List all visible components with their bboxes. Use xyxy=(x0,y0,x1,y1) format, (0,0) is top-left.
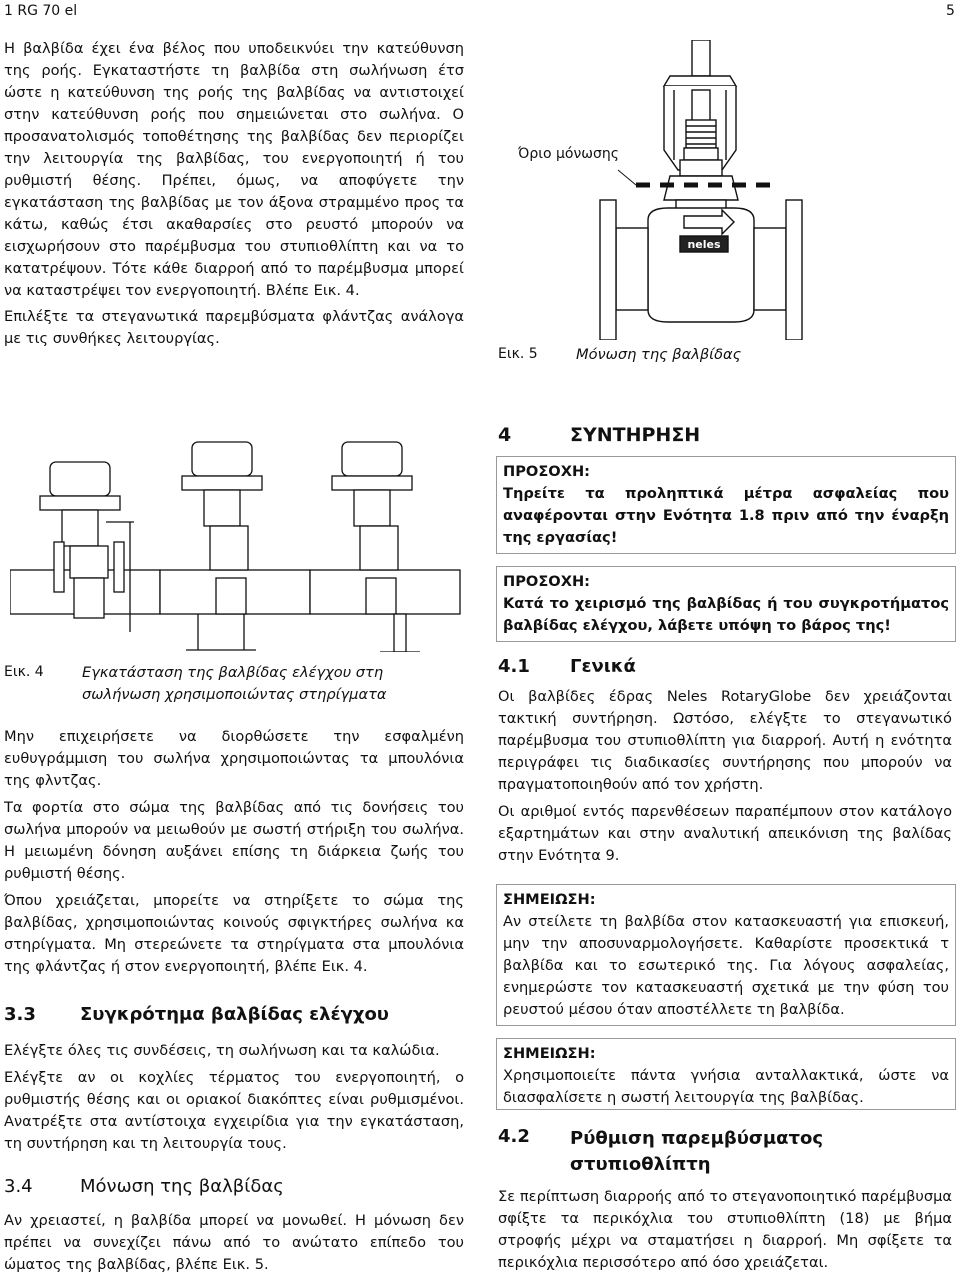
section-4-2-title-line: Ρύθμιση παρεμβύσματος xyxy=(570,1128,824,1149)
section-3-3-title: Συγκρότημα βαλβίδας ελέγχου xyxy=(80,1004,389,1025)
caution-label: ΠΡΟΣΟΧΗ: xyxy=(503,573,590,590)
section-4-number: 4 xyxy=(498,424,512,446)
body-paragraph: Μην επιχειρήσετε να διορθώσετε την εσφαλμένη ευθυγράμμιση του σωλήνα χρησιμοποιώντας τα μπουλόνια της φλντζας. xyxy=(4,728,464,789)
fig5-caption-text: Μόνωση της βαλβίδας xyxy=(576,346,742,363)
insulation-limit-label: Όριο μόνωσης xyxy=(518,146,619,162)
note-text: Αν στείλετε τη βαλβίδα στον κατασκευαστή για επισκευή, μην την αποσυναρμολογήσετε. Καθαρίστε προσεκτικά τ βαλβίδα και το εσωτερικό της. Για λόγους ασφαλείας, ενημερώστε τον κατασκευαστή σχετικά με την φύση του ρευστού μέσου όταν αποστέλλετε τη βαλβίδα. xyxy=(503,913,949,1018)
caution-text: Τηρείτε τα προληπτικά μέτρα ασφαλείας που αναφέρονται στην Ενότητα 1.8 πριν από την έναρξη της εργασίας! xyxy=(503,485,949,546)
body-paragraph: Αν χρειαστεί, η βαλβίδα μπορεί να μονωθεί. Η μόνωση δεν πρέπει να συνεχίζει πάνω από το ανώτατο επίπεδο του ώματος της βαλβίδας, βλέπε Εικ. 5. xyxy=(4,1212,464,1273)
section-4-2-title xyxy=(570,1126,823,1178)
section-3-4-body xyxy=(4,1210,464,1276)
intro-paragraph: Επιλέξτε τα στεγανωτικά παρεμβύσματα φλάντζας ανάλογα με τις συνθήκες λειτουργίας. xyxy=(4,308,464,347)
fig4-caption-number: Εικ. 4 xyxy=(4,664,44,680)
body-paragraph: Ελέγξτε όλες τις συνδέσεις, τη σωλήνωση και τα καλώδια. xyxy=(4,1042,440,1059)
section-4-1-number: 4.1 xyxy=(498,656,530,677)
note-label: ΣΗΜΕΙΩΣΗ: xyxy=(503,1045,596,1062)
section-4-2-number: 4.2 xyxy=(498,1126,530,1147)
valve-insulation-figure xyxy=(498,40,958,340)
body-paragraph: Οι βαλβίδες έδρας Neles RotaryGlobe δεν χρειάζονται τακτική συντήρηση. Ωστόσο, ελέγξτε το στεγανωτικό παρέμβυσμα του στυπιοθλίπτη για διαρροή. Αυτή η ενότητα περιγράφει τις διαδικασίες συντήρησης που μπορούν να πραγματοποιηθούν από τον χρήστη. xyxy=(498,688,952,793)
valve-support-figure xyxy=(10,402,470,652)
running-header: 1 RG 70 el xyxy=(4,3,78,19)
caution-label: ΠΡΟΣΟΧΗ: xyxy=(503,463,590,480)
note-box xyxy=(496,1038,956,1110)
body-paragraph: Όπου χρειάζεται, μπορείτε να στηρίξετε το σώμα της βαλβίδας, χρησιμοποιώντας κοινούς σφιγκτήρες σωλήνα κα στηρίγματα. Μη στερεώνετε τα στηρίγματα στα μπουλόνια της φλάντζας ή στον ενεργοποιητή, βλέπε Εικ. 4. xyxy=(4,892,464,975)
fig4-caption-text: Εγκατάσταση της βαλβίδας ελέγχου στη σωλήνωση χρησιμοποιώντας στηρίγματα xyxy=(82,664,387,703)
section-4-2-title-line: στυπιοθλίπτη xyxy=(570,1154,711,1175)
page-number: 5 xyxy=(946,3,955,19)
note-box xyxy=(496,884,956,1026)
label-leader xyxy=(618,170,636,185)
body-paragraph: Ελέγξτε αν οι κοχλίες τέρματος του ενεργοποιητή, ο ρυθμιστής θέσης και οι οριακοί διακόπτες είναι ρυθμισμένοι. Ανατρέξτε στα αντίστοιχα εγχειρίδια για την εγκατάσταση, τη συντήρηση και τη λειτουργία τους. xyxy=(4,1069,464,1152)
section-3-3-number: 3.3 xyxy=(4,1004,36,1025)
section-4-1-title: Γενικά xyxy=(570,656,636,677)
intro-text xyxy=(4,38,464,350)
caution-box xyxy=(496,456,956,554)
note-text: Χρησιμοποιείτε πάντα γνήσια ανταλλακτικά, ώστε να διασφαλίσετε η σωστή λειτουργία της βαλβίδας. xyxy=(503,1067,949,1106)
section-4-title: ΣΥΝΤΗΡΗΣΗ xyxy=(570,424,701,446)
section-3-4-number: 3.4 xyxy=(4,1176,33,1197)
section-3-4-title: Μόνωση της βαλβίδας xyxy=(80,1176,284,1197)
section-4-2-body xyxy=(498,1186,952,1274)
section-3-3-body xyxy=(4,1040,464,1155)
note-label: ΣΗΜΕΙΩΣΗ: xyxy=(503,891,596,908)
body-paragraph: Σε περίπτωση διαρροής από το στεγανοποιητικό παρέμβυσμα σφίξτε τα περικόχλια του στυπιοθλίπτη (18) με βήμα στροφής μέχρι να σταματήσει η διαρροή. Μη σφίξετε τα περικόχλια περισσότερο από όσο χρειάζεται. xyxy=(498,1188,952,1271)
caution-box xyxy=(496,566,956,642)
support-text xyxy=(4,726,464,978)
body-paragraph: Οι αριθμοί εντός παρενθέσεων παραπέμπουν στον κατάλογο εξαρτημάτων και στην αναλυτική απεικόνιση της βαλίδας στην Ενότητα 9. xyxy=(498,803,952,864)
brand-badge: neles xyxy=(687,238,721,251)
intro-paragraph: Η βαλβίδα έχει ένα βέλος που υποδεικνύει την κατεύθυνση της ροής. Εγκαταστήστε τη βαλβίδα στη σωλήνωση έτσ ώστε η κατεύθυνση της ροής της βαλβίδας να αντιστοιχεί στην κατεύθυνση ροής που σημειώνεται στο σωλήνα. Ο προσανατολισμός τοποθέτησης της βαλβίδας δεν περιορίζει την λειτουργία της βαλβίδας, του ενεργοποιητή ή του ρυθμιστή θέσης. Πρέπει, όμως, να αποφύγετε την εγκατάσταση της βαλβίδας με τον άξονα στραμμένο προς τα κάτω, καθώς έτσι ακαθαρσίες στο ρευστό μπορούν να εισχωρήσουν στο παρέμβυσμα του στυπιοθλίπτη και να το κατατρέψουν. Τότε κάθε διαρροή από το παρέμβυσμα μπορεί να καταστρέψει τον ενεργοποιητή. Βλέπε Εικ. 4. xyxy=(4,40,464,299)
body-paragraph: Τα φορτία στο σώμα της βαλβίδας από τις δονήσεις του σωλήνα μπορούν να μειωθούν με σωστή στήριξη του σωλήνα. Η μειωμένη δόνηση αυξάνει επίσης τη διάρκεια ζωής του ρυθμιστή θέσης. xyxy=(4,799,464,882)
fig5-caption-number: Εικ. 5 xyxy=(498,346,538,362)
section-4-1-body xyxy=(498,686,952,867)
caution-text: Κατά το χειρισμό της βαλβίδας ή του συγκροτήματος βαλβίδας ελέγχου, λάβετε υπόψη το βάρος της! xyxy=(503,595,949,634)
